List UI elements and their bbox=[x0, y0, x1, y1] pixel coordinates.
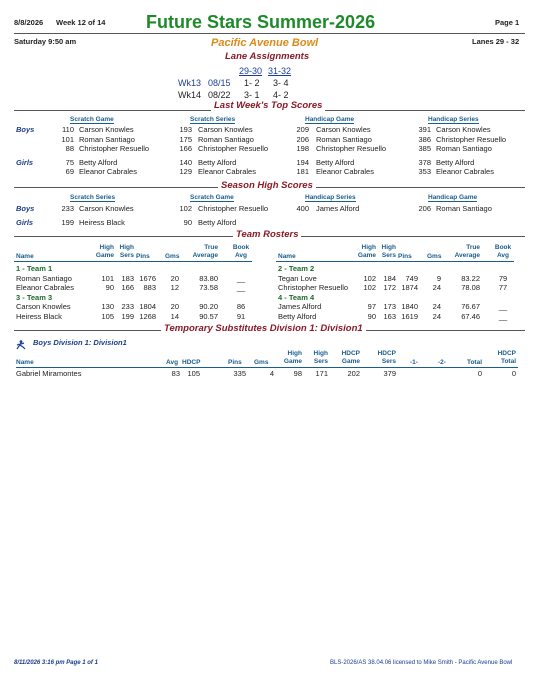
roster-games: 12 bbox=[170, 283, 179, 292]
top-score-bowler: Christopher Resuello bbox=[198, 144, 269, 153]
roster-average: 90.20 bbox=[199, 302, 218, 311]
top-score-value: 75 bbox=[65, 157, 74, 167]
group-label-girls: Girls bbox=[16, 157, 34, 167]
subs-header: -2- bbox=[438, 359, 446, 366]
lane-range: Lanes 29 - 32 bbox=[472, 37, 520, 46]
roster-average: 83.22 bbox=[461, 273, 480, 283]
top-score-value: 391 bbox=[418, 125, 431, 134]
footer-timestamp: 8/11/2026 3:16 pm Page 1 of 1 bbox=[14, 660, 98, 666]
col-header: Handicap Game bbox=[305, 116, 355, 123]
season-score-bowler: Betty Alford bbox=[198, 218, 237, 227]
group-label-boys: Boys bbox=[16, 125, 35, 134]
roster-header-rule bbox=[14, 261, 252, 262]
roster-header: Name bbox=[278, 253, 296, 260]
roster-header: High bbox=[381, 244, 396, 251]
bowler-icon bbox=[16, 337, 26, 355]
roster-header: Game bbox=[357, 252, 376, 259]
lane-week: Wk13 bbox=[178, 78, 202, 88]
sub-handicap: 105 bbox=[187, 369, 200, 378]
subs-header: Sers bbox=[313, 358, 328, 365]
top-score-value: 198 bbox=[296, 144, 309, 153]
roster-games: 24 bbox=[432, 311, 441, 321]
col-header: Handicap Series bbox=[305, 194, 356, 201]
subs-header: Pins bbox=[228, 359, 242, 366]
roster-high-game: 102 bbox=[363, 273, 376, 283]
roster-header: Name bbox=[16, 253, 34, 260]
roster-pins: 883 bbox=[143, 283, 156, 292]
col-header: Scratch Series bbox=[190, 116, 236, 123]
roster-high-series: 172 bbox=[383, 283, 396, 292]
roster-bowler-name: Heiress Black bbox=[16, 311, 62, 321]
roster-header: High bbox=[361, 244, 376, 251]
print-date: 8/8/2026 bbox=[14, 18, 44, 27]
roster-header: High bbox=[99, 244, 114, 251]
roster-bowler-name: Betty Alford bbox=[278, 311, 317, 321]
roster-header: Game bbox=[95, 252, 114, 259]
roster-book-avg: __ bbox=[236, 283, 246, 292]
col-header: Handicap Game bbox=[428, 194, 478, 201]
sub-hdcp-series: 379 bbox=[383, 369, 396, 378]
lane-pairing: 3- 4 bbox=[273, 78, 289, 88]
roster-high-series: 173 bbox=[383, 302, 396, 311]
lane-pair-header: 31-32 bbox=[268, 66, 292, 76]
subs-header: Total bbox=[500, 358, 516, 365]
top-score-value: 140 bbox=[179, 157, 192, 167]
roster-header: Sers bbox=[381, 252, 396, 259]
season-score-value: 233 bbox=[61, 204, 74, 213]
week-label: Week 12 of 14 bbox=[56, 18, 106, 27]
roster-high-game: 105 bbox=[101, 311, 114, 321]
roster-book-avg: 91 bbox=[236, 311, 246, 321]
roster-header: True bbox=[466, 244, 480, 251]
top-score-value: 206 bbox=[296, 134, 309, 144]
col-header: Scratch Series bbox=[70, 194, 116, 201]
subs-header: Total bbox=[466, 359, 482, 366]
top-score-bowler: Betty Alford bbox=[316, 157, 355, 167]
roster-book-avg: __ bbox=[498, 311, 508, 321]
lane-pairing: 1- 2 bbox=[244, 78, 260, 88]
roster-high-series: 184 bbox=[383, 273, 396, 283]
col-header: Scratch Game bbox=[70, 116, 114, 123]
roster-games: 14 bbox=[170, 311, 179, 321]
roster-games: 20 bbox=[170, 302, 179, 311]
roster-bowler-name: Eleanor Cabrales bbox=[16, 283, 74, 292]
top-score-bowler: Eleanor Cabrales bbox=[436, 167, 494, 176]
roster-high-series: 233 bbox=[121, 302, 134, 311]
footer-license: BLS-2026/AS 38.04.06 licensed to Mike Smith - Pacific Avenue Bowl bbox=[330, 660, 513, 666]
top-score-bowler: Christopher Resuello bbox=[436, 134, 507, 144]
roster-header: Pins bbox=[136, 253, 150, 260]
subs-header-rule bbox=[16, 367, 518, 368]
roster-bowler-name: Roman Santiago bbox=[16, 273, 72, 283]
roster-header: High bbox=[119, 244, 134, 251]
subs-header: High bbox=[313, 350, 328, 357]
subs-title: Temporary Substitutes Division 1: Division1 bbox=[161, 323, 366, 334]
subs-header: HDCP bbox=[497, 350, 516, 357]
sub-pins: 335 bbox=[233, 369, 246, 378]
roster-header: Sers bbox=[119, 252, 134, 259]
top-score-value: 129 bbox=[179, 167, 192, 176]
top-score-bowler: Carson Knowles bbox=[436, 125, 491, 134]
subs-header: Gms bbox=[254, 359, 269, 366]
sub-hdcp-total: 0 bbox=[511, 369, 516, 378]
top-score-bowler: Carson Knowles bbox=[79, 125, 134, 134]
lane-date: 08/15 bbox=[208, 78, 231, 88]
subs-header: -1- bbox=[410, 359, 418, 366]
team-name: 3 - Team 3 bbox=[16, 292, 53, 302]
roster-book-avg: __ bbox=[236, 273, 246, 283]
roster-header: Average bbox=[454, 252, 480, 259]
subs-header: Sers bbox=[381, 358, 396, 365]
season-score-value: 90 bbox=[183, 218, 192, 227]
col-header: Scratch Game bbox=[190, 194, 234, 201]
roster-games: 24 bbox=[432, 302, 441, 311]
team-name: 2 - Team 2 bbox=[278, 264, 315, 273]
roster-high-game: 102 bbox=[363, 283, 376, 292]
top-score-value: 209 bbox=[296, 125, 309, 134]
top-score-bowler: Roman Santiago bbox=[436, 144, 492, 153]
roster-pins: 1268 bbox=[139, 311, 156, 321]
roster-high-game: 90 bbox=[105, 283, 114, 292]
top-score-bowler: Eleanor Cabrales bbox=[79, 167, 137, 176]
roster-high-series: 166 bbox=[121, 283, 134, 292]
roster-pins: 1619 bbox=[401, 311, 418, 321]
header-rule bbox=[14, 33, 525, 34]
season-score-bowler: Christopher Resuello bbox=[198, 204, 269, 213]
team-name: 1 - Team 1 bbox=[16, 264, 53, 273]
top-score-value: 69 bbox=[65, 167, 74, 176]
roster-pins: 1840 bbox=[401, 302, 418, 311]
roster-high-series: 163 bbox=[383, 311, 396, 321]
top-score-value: 88 bbox=[65, 144, 74, 153]
roster-bowler-name: Tegan Love bbox=[278, 273, 317, 283]
roster-header: Pins bbox=[398, 253, 412, 260]
roster-games: 24 bbox=[432, 283, 441, 292]
lane-pair-header: 29-30 bbox=[239, 66, 263, 76]
roster-book-avg: 77 bbox=[498, 283, 508, 292]
roster-pins: 1676 bbox=[139, 273, 156, 283]
group-label-boys: Boys bbox=[16, 204, 35, 213]
top-score-value: 101 bbox=[61, 134, 74, 144]
subs-header: Name bbox=[16, 359, 34, 366]
last-week-title: Last Week's Top Scores bbox=[211, 100, 325, 111]
sub-total: 0 bbox=[477, 369, 482, 378]
season-score-value: 102 bbox=[179, 204, 192, 213]
roster-high-game: 97 bbox=[367, 302, 376, 311]
top-score-value: 110 bbox=[62, 125, 74, 134]
roster-header: True bbox=[204, 244, 218, 251]
top-score-value: 181 bbox=[296, 167, 309, 176]
subs-header: HDCP bbox=[182, 359, 201, 366]
roster-pins: 1874 bbox=[401, 283, 418, 292]
roster-average: 76.67 bbox=[461, 302, 480, 311]
lane-week: Wk14 bbox=[178, 90, 202, 100]
roster-games: 9 bbox=[436, 273, 441, 283]
lane-pairing: 4- 2 bbox=[273, 90, 289, 100]
season-score-value: 206 bbox=[418, 204, 431, 213]
col-header: Handicap Series bbox=[428, 116, 479, 123]
top-score-value: 378 bbox=[418, 157, 431, 167]
season-score-bowler: Heiress Black bbox=[79, 218, 125, 227]
roster-header: Avg bbox=[496, 252, 510, 259]
sub-average: 83 bbox=[171, 369, 180, 378]
sub-high-series: 171 bbox=[315, 369, 328, 378]
top-score-bowler: Betty Alford bbox=[79, 157, 118, 167]
subs-header: Avg bbox=[166, 359, 179, 366]
roster-header: Book bbox=[494, 244, 512, 251]
roster-book-avg: 79 bbox=[498, 273, 508, 283]
roster-high-series: 199 bbox=[121, 311, 134, 321]
team-rosters-title: Team Rosters bbox=[233, 229, 301, 240]
page-number: Page 1 bbox=[495, 18, 520, 27]
roster-header: Gms bbox=[165, 253, 180, 260]
sub-high-game: 98 bbox=[293, 369, 302, 378]
roster-book-avg: __ bbox=[498, 302, 508, 311]
subs-header: Game bbox=[341, 358, 360, 365]
roster-header: Avg bbox=[234, 252, 248, 259]
top-score-bowler: Roman Santiago bbox=[79, 134, 135, 144]
season-high-title: Season High Scores bbox=[218, 180, 316, 191]
top-score-bowler: Roman Santiago bbox=[316, 134, 372, 144]
roster-header: Gms bbox=[427, 253, 442, 260]
roster-average: 73.58 bbox=[199, 283, 218, 292]
roster-high-series: 183 bbox=[121, 273, 134, 283]
lane-pairing: 3- 1 bbox=[244, 90, 260, 100]
season-score-value: 400 bbox=[296, 204, 309, 213]
roster-average: 83.80 bbox=[199, 273, 218, 283]
season-score-bowler: James Alford bbox=[316, 204, 360, 213]
sub-games: 4 bbox=[269, 369, 274, 378]
roster-pins: 1804 bbox=[139, 302, 156, 311]
roster-bowler-name: Carson Knowles bbox=[16, 302, 71, 311]
subs-group-label: Boys Division 1: Division1 bbox=[33, 338, 127, 347]
roster-header-rule bbox=[276, 261, 514, 262]
top-score-value: 166 bbox=[179, 144, 192, 153]
top-score-bowler: Eleanor Cabrales bbox=[316, 167, 374, 176]
roster-bowler-name: James Alford bbox=[278, 302, 322, 311]
bowling-center: Pacific Avenue Bowl bbox=[211, 37, 319, 49]
roster-high-game: 90 bbox=[367, 311, 376, 321]
league-title: Future Stars Summer-2026 bbox=[146, 12, 376, 32]
group-label-girls: Girls bbox=[16, 218, 34, 227]
top-score-bowler: Betty Alford bbox=[198, 157, 237, 167]
day-time: Saturday 9:50 am bbox=[14, 37, 77, 46]
roster-book-avg: 86 bbox=[236, 302, 246, 311]
roster-pins: 749 bbox=[405, 273, 418, 283]
roster-average: 67.46 bbox=[461, 311, 480, 321]
top-score-value: 385 bbox=[418, 144, 431, 153]
top-score-bowler: Christopher Resuello bbox=[79, 144, 150, 153]
lane-assignments-title: Lane Assignments bbox=[225, 51, 310, 62]
sub-hdcp-game: 202 bbox=[347, 369, 360, 378]
roster-average: 90.57 bbox=[199, 311, 218, 321]
sub-bowler-name: Gabriel Miramontes bbox=[16, 369, 82, 378]
subs-header: High bbox=[287, 350, 302, 357]
top-score-value: 386 bbox=[418, 134, 431, 144]
top-score-bowler: Eleanor Cabrales bbox=[198, 167, 256, 176]
top-score-value: 175 bbox=[179, 134, 192, 144]
top-score-bowler: Carson Knowles bbox=[316, 125, 371, 134]
roster-high-game: 101 bbox=[101, 273, 114, 283]
lane-date: 08/22 bbox=[208, 90, 231, 100]
subs-header: HDCP bbox=[341, 350, 360, 357]
roster-header: Average bbox=[192, 252, 218, 259]
roster-games: 20 bbox=[170, 273, 179, 283]
season-score-value: 199 bbox=[61, 218, 74, 227]
roster-high-game: 130 bbox=[101, 302, 114, 311]
team-name: 4 - Team 4 bbox=[278, 292, 315, 302]
season-score-bowler: Carson Knowles bbox=[79, 204, 134, 213]
top-score-bowler: Christopher Resuello bbox=[316, 144, 387, 153]
roster-bowler-name: Christopher Resuello bbox=[278, 283, 349, 292]
season-score-bowler: Roman Santiago bbox=[436, 204, 492, 213]
subs-header: Game bbox=[283, 358, 302, 365]
top-score-bowler: Roman Santiago bbox=[198, 134, 254, 144]
top-score-value: 353 bbox=[418, 167, 431, 176]
subs-header: HDCP bbox=[377, 350, 396, 357]
top-score-value: 194 bbox=[296, 157, 309, 167]
roster-average: 78.08 bbox=[461, 283, 480, 292]
top-score-value: 193 bbox=[179, 125, 192, 134]
top-score-bowler: Betty Alford bbox=[436, 157, 475, 167]
top-score-bowler: Carson Knowles bbox=[198, 125, 253, 134]
roster-header: Book bbox=[232, 244, 250, 251]
